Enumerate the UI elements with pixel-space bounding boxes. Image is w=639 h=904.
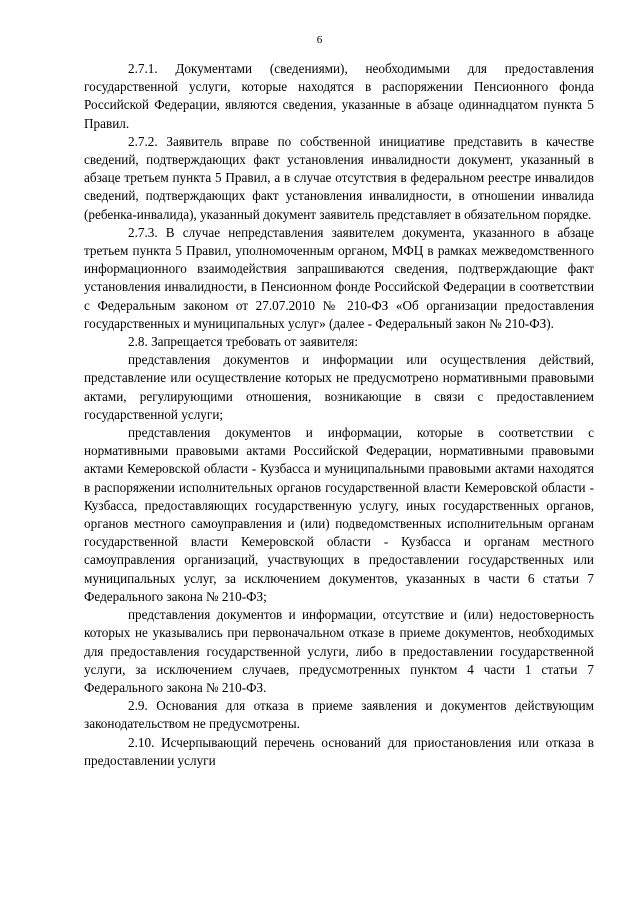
document-body <box>84 60 594 770</box>
paragraph-2-9: 2.9. Основания для отказа в приеме заявления и документов действующим законодательством не предусмотрены. <box>84 698 594 732</box>
paragraph-2-7-1: 2.7.1. Документами (сведениями), необходимыми для предоставления государственной услуги, которые находятся в распоряжении Пенсионного фонда Российской Федерации, являются сведения, указанные в абзаце одиннадцатом пункта 5 Правил. <box>84 61 594 131</box>
paragraph-2-8-item-1: представления документов и информации или осуществления действий, представление или осуществление которых не предусмотрено нормативными правовыми актами, регулирующими отношения, возникающие в связи с предоставлением государственной услуги; <box>84 352 594 422</box>
paragraph-2-8: 2.8. Запрещается требовать от заявителя: <box>128 334 359 350</box>
paragraph-2-7-2: 2.7.2. Заявитель вправе по собственной инициативе представить в качестве сведений, подтверждающих факт установления инвалидности документ, указанный в абзаце третьем пункта 5 Правил, а в случае отсутствия в федеральном реестре инвалидов сведений, подтверждающих факт установления инвалидности, в отношении инвалида (ребенка-инвалида), указанный документ заявитель представляет в обязательном порядке. <box>84 133 594 222</box>
paragraph-2-8-item-2: представления документов и информации, которые в соответствии с нормативными правовыми актами Российской Федерации, нормативными правовыми актами Кемеровской области - Кузбасса и муниципальными правовыми актами находятся в распоряжении исполнительных органов государственной власти Кемеровской области - Кузбасса, предоставляющих государственную услугу, иных государственных органов, органов местного самоуправления и (или) подведомственных исполнительным органам государственной власти Кемеровской области - Кузбасса и органам местного самоуправления организаций, участвующих в предоставлении государственных или муниципальных услуг, за исключением документов, указанных в части 6 статьи 7 Федерального закона № 210-ФЗ; <box>84 425 594 604</box>
paragraph-2-10: 2.10. Исчерпывающий перечень оснований для приостановления или отказа в предоставлении услуги <box>84 734 594 768</box>
page-number: 6 <box>316 34 323 46</box>
paragraph-2-8-item-3: представления документов и информации, отсутствие и (или) недостоверность которых не указывались при первоначальном отказе в приеме документов, необходимых для предоставления государственной услуги, либо в предоставлении государственной услуги, за исключением случаев, предусмотренных пунктом 4 части 1 статьи 7 Федерального закона № 210-ФЗ. <box>84 607 594 695</box>
paragraph-2-7-3: 2.7.3. В случае непредставления заявителем документа, указанного в абзаце третьем пункта 5 Правил, уполномоченным органом, МФЦ в рамках межведомственного информационного взаимодействия запрашиваются сведения, подтверждающие факт установления инвалидности, в Пенсионном фонде Российской Федерации в соответствии с Федеральным законом от 27.07.2010 № 210-ФЗ «Об организации предоставления государственных и муниципальных услуг» (далее - Федеральный закон № 210-ФЗ). <box>84 224 594 331</box>
